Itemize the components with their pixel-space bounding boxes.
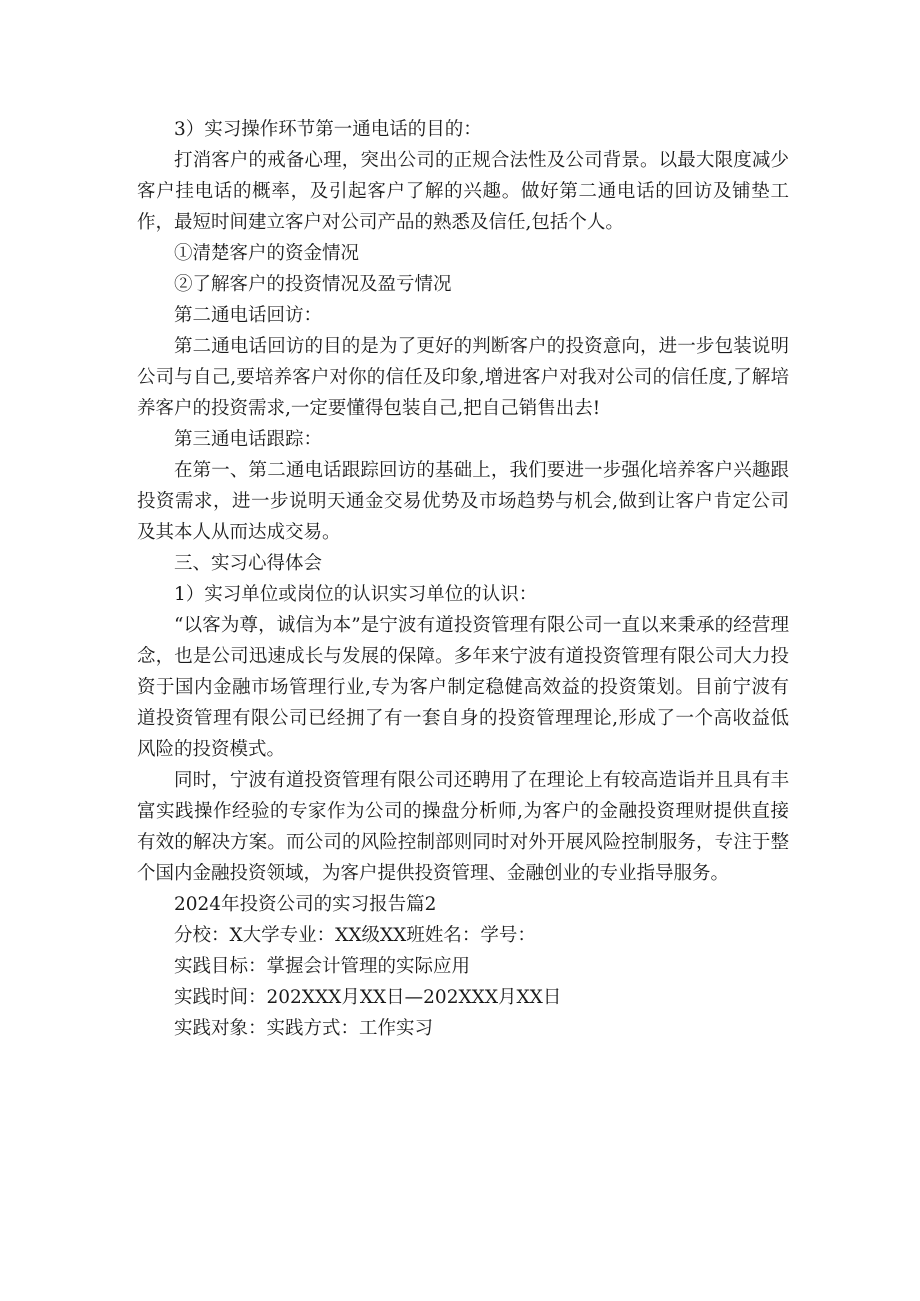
list-item-client-investments: ②了解客户的投资情况及盈亏情况 (174, 274, 452, 295)
paragraph-first-call-purpose: 打消客户的戒备心理，突出公司的正规合法性及公司背景。以最大限度减少客户挂电话的概率，及引起客户了解的兴趣。做好第二通电话的回访及铺垫工作，最短时间建立客户对公司产品的熟悉及信任,包括个人。 (137, 150, 789, 233)
list-item-client-funds: ①清楚客户的资金情况 (174, 243, 360, 264)
student-info-line: 分校：X大学专业：XX级XX班姓名：学号： (174, 925, 536, 946)
paragraph-company-experts: 同时，宁波有道投资管理有限公司还聘用了在理论上有较高造诣并且具有丰富实践操作经验的专家作为公司的操盘分析师,为客户的金融投资理财提供直接有效的解决方案。而公司的风险控制部则同时对外开展风险控制服务，专注于整个国内金融投资领域，为客户提供投资管理、金融创业的专业指导服务。 (137, 770, 789, 884)
paragraph-company-philosophy: “以客为尊，诚信为本”是宁波有道投资管理有限公司一直以来秉承的经营理念，也是公司迅速成长与发展的保障。多年来宁波有道投资管理有限公司大力投资于国内金融市场管理行业,专为客户制定稳健高效益的投资策划。目前宁波有道投资管理有限公司已经拥了有一套自身的投资管理理论,形成了一个高收益低风险的投资模式。 (137, 615, 789, 760)
section-heading-third-call: 第三通电话跟踪： (174, 429, 323, 450)
practice-time-line: 实践时间：202XXX月XX日—202XXX月XX日 (174, 987, 562, 1008)
document-body (137, 114, 789, 1044)
section-heading-experience: 三、实习心得体会 (174, 553, 323, 574)
report-title-part2: 2024年投资公司的实习报告篇2 (174, 894, 437, 915)
section-heading-second-call: 第二通电话回访： (174, 305, 323, 326)
section-heading-first-call: 3）实习操作环节第一通电话的目的： (174, 119, 482, 140)
paragraph-second-call-purpose: 第二通电话回访的目的是为了更好的判断客户的投资意向，进一步包装说明公司与自己,要培养客户对你的信任及印象,增进客户对我对公司的信任度,了解培养客户的投资需求,一定要懂得包装自己,把自己销售出去! (137, 336, 789, 419)
practice-object-line: 实践对象：实践方式：工作实习 (174, 1018, 434, 1039)
paragraph-third-call: 在第一、第二通电话跟踪回访的基础上，我们要进一步强化培养客户兴趣跟投资需求，进一步说明天通金交易优势及市场趋势与机会,做到让客户肯定公司及其本人从而达成交易。 (137, 460, 789, 543)
subheading-unit-understanding: 1）实习单位或岗位的认识实习单位的认识： (174, 584, 538, 605)
practice-goal-line: 实践目标：掌握会计管理的实际应用 (174, 956, 471, 977)
